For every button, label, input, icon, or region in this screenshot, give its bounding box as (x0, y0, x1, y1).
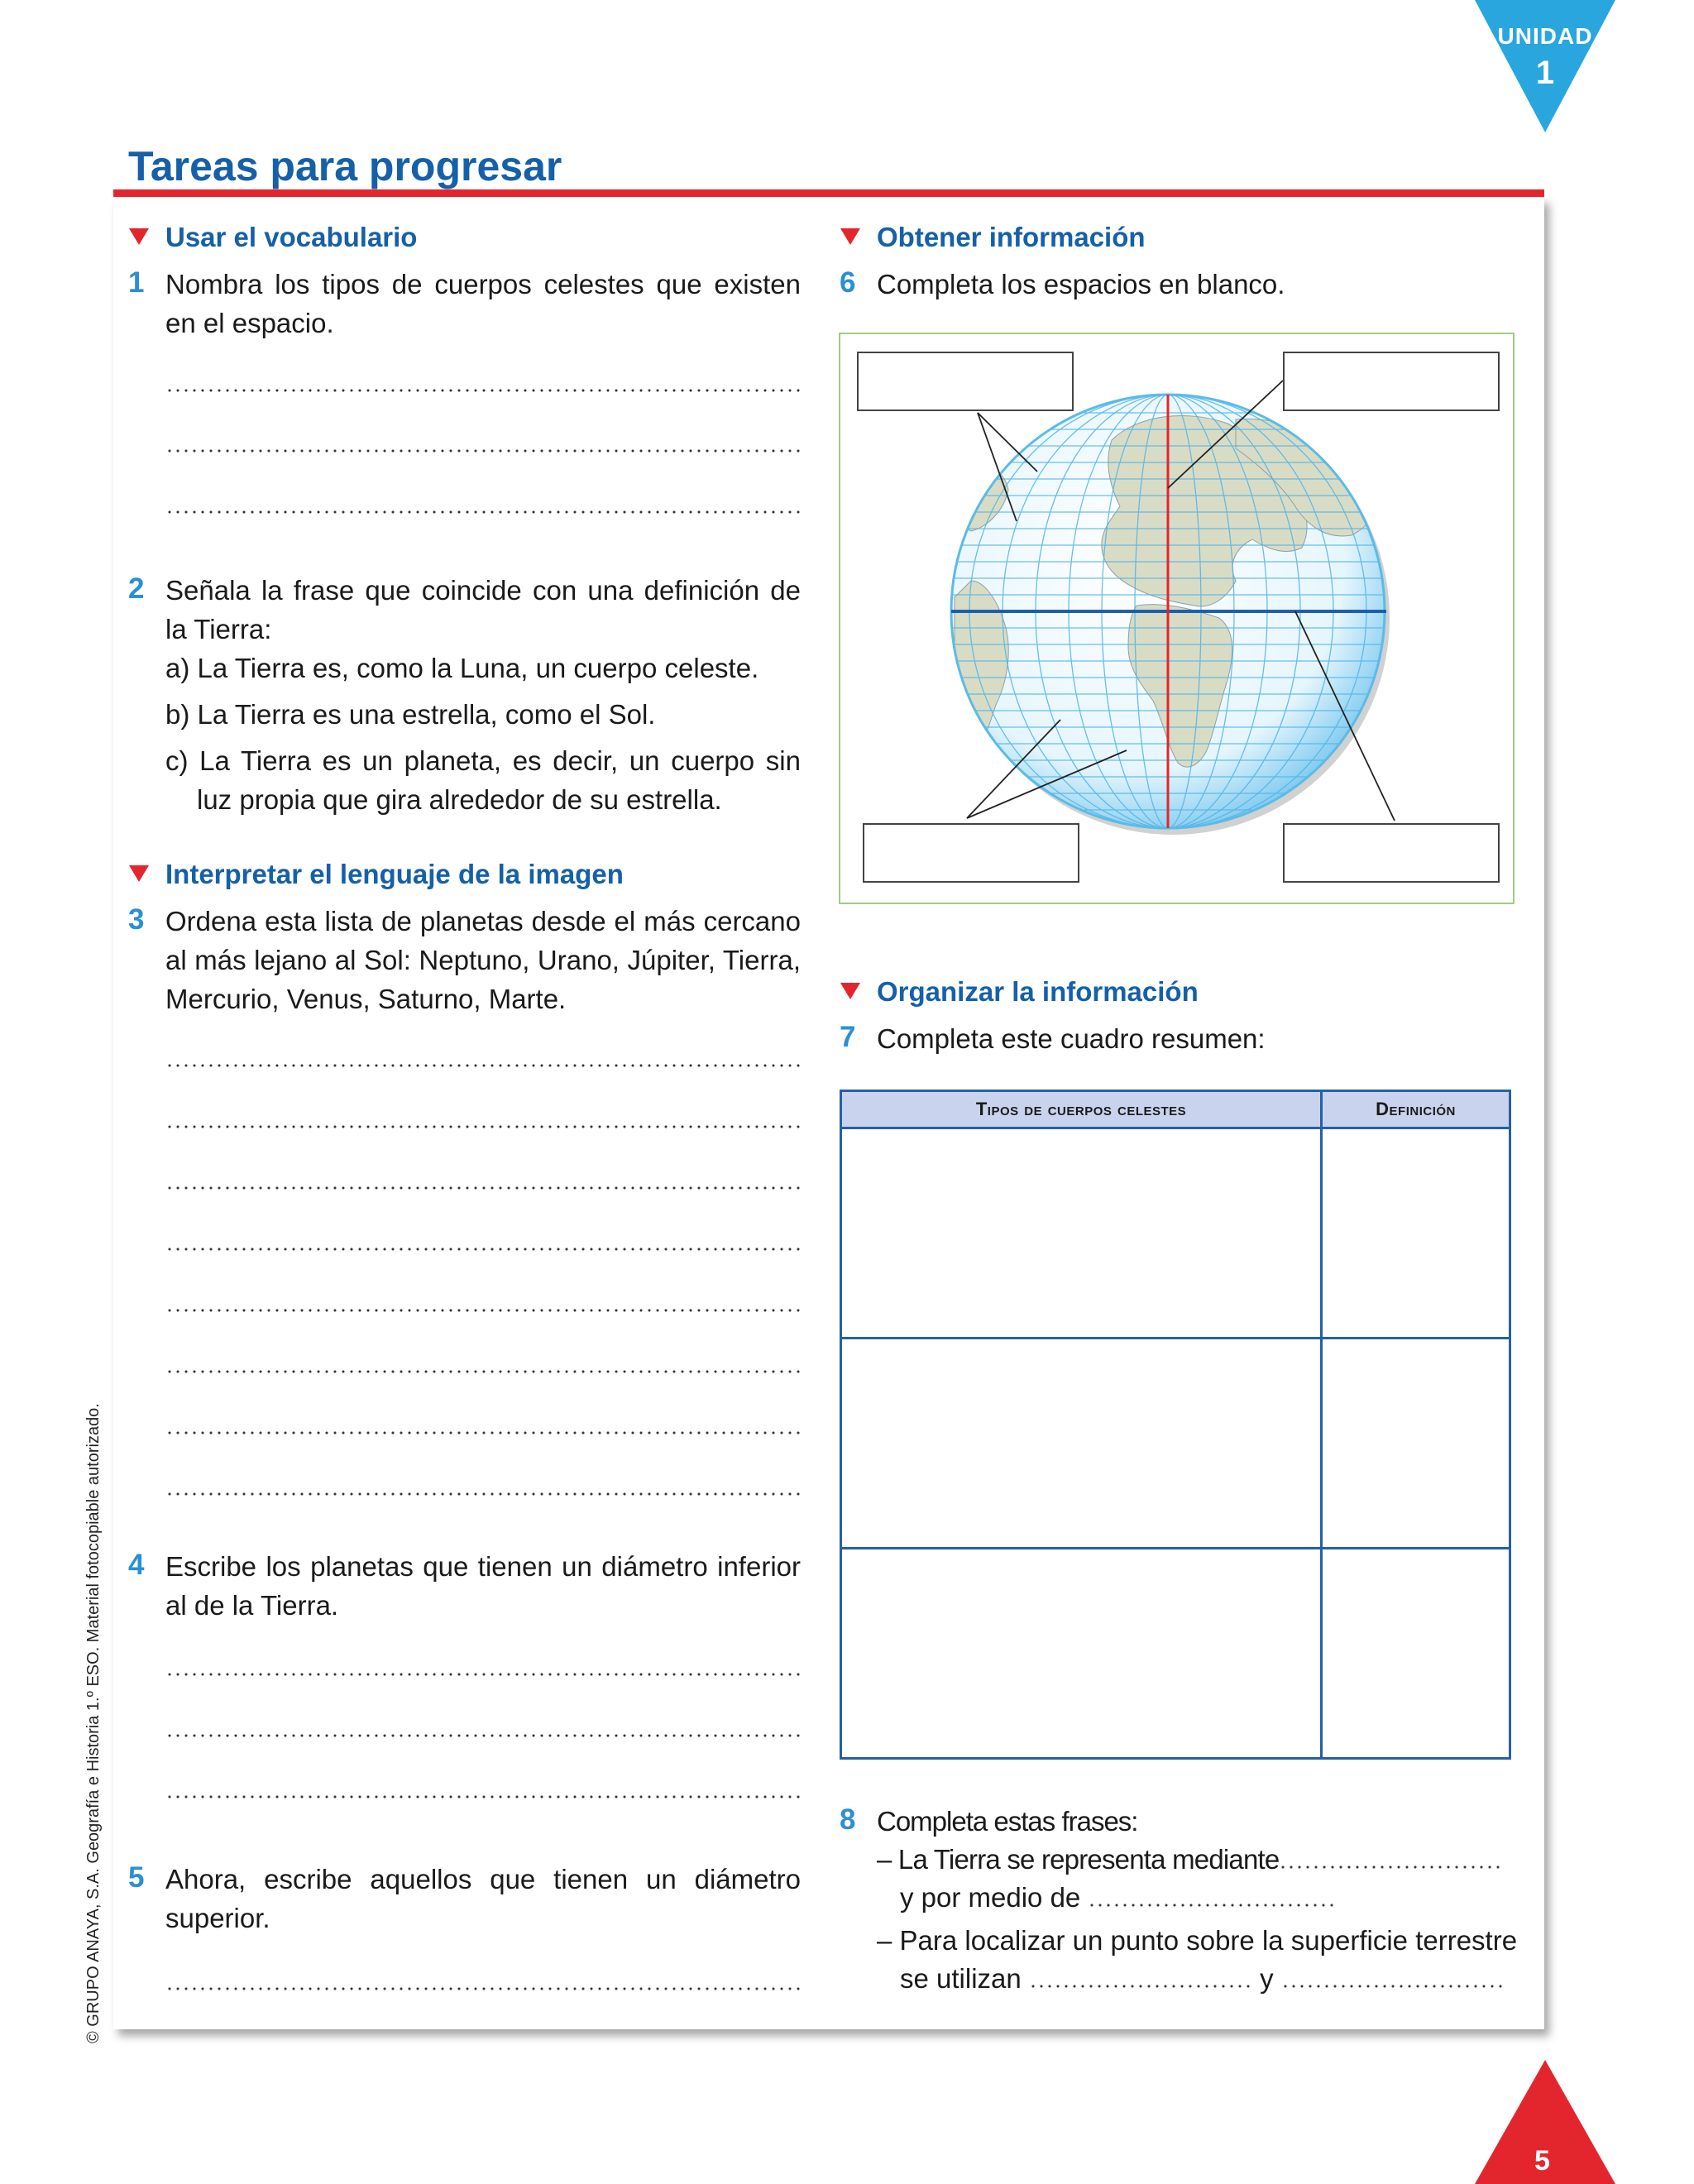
title-rule (113, 189, 1544, 197)
triangle-bullet-icon (129, 228, 149, 245)
unit-label: UNIDAD (1497, 23, 1593, 49)
table-cell[interactable] (841, 1339, 1322, 1549)
section-heading-image: Interpretar el lenguaje de la imagen (165, 859, 624, 890)
sentence-line: – La Tierra se representa mediante (877, 1840, 1502, 1879)
answer-line[interactable] (165, 389, 801, 392)
triangle-bullet-icon (129, 865, 149, 882)
page-title: Tareas para progresar (128, 143, 562, 189)
question-text: Completa este cuadro resumen: (877, 1023, 1266, 1054)
globe-label-box-top-left[interactable] (857, 352, 1074, 411)
answer-line[interactable] (165, 1309, 801, 1312)
question-text: Ahora, escribe aquellos que tienen un diámetro superior. (165, 1864, 801, 1933)
table-cell[interactable] (1322, 1339, 1510, 1549)
table-row (841, 1549, 1510, 1759)
table-row (841, 1128, 1510, 1339)
answer-option-a[interactable]: a) La Tierra es, como la Luna, un cuerpo celeste. (165, 653, 759, 683)
question-number: 8 (840, 1803, 856, 1836)
answer-option-c[interactable]: c) La Tierra es un planeta, es decir, un cuerpo sin luz propia que gira alrededor de su estrella. (165, 745, 801, 815)
answer-line[interactable] (165, 1248, 801, 1251)
section-heading-vocab: Usar el vocabulario (165, 222, 417, 253)
answer-line[interactable] (165, 1186, 801, 1190)
question-text: Escribe los planetas que tienen un diámetro inferior al de la Tierra. (165, 1551, 801, 1621)
question-number: 5 (128, 1861, 145, 1894)
sentence-line: – Para localizar un punto sobre la superficie terrestre (877, 1925, 1518, 1956)
blank-field[interactable] (1281, 1985, 1505, 1988)
answer-line[interactable] (165, 1673, 801, 1676)
page-number: 5 (1534, 2145, 1550, 2177)
table-header-definition: Definición (1322, 1091, 1510, 1128)
triangle-bullet-icon (840, 983, 860, 999)
question-text: Ordena esta lista de planetas desde el más cercano al más lejano al Sol: Neptuno, Urano, Júpiter, Tierra, Mercurio, Venus, Saturno, Marte. (165, 906, 801, 1014)
globe-label-box-top-right[interactable] (1283, 352, 1500, 411)
answer-line[interactable] (165, 1492, 801, 1496)
answer-line[interactable] (165, 1125, 801, 1128)
question-text: Completa estas frases: (877, 1806, 1138, 1837)
section-heading-info: Obtener información (877, 222, 1146, 253)
sentence-line: se utilizan y (900, 1959, 1505, 1998)
question-number: 1 (128, 266, 145, 299)
blank-field[interactable] (1088, 1904, 1336, 1907)
answer-line[interactable] (165, 1064, 801, 1067)
question-number: 6 (840, 266, 856, 299)
question-number: 7 (840, 1021, 856, 1053)
answer-line[interactable] (165, 1987, 801, 1990)
triangle-bullet-icon (840, 228, 860, 245)
table-header-types: Tipos de cuerpos celestes (841, 1091, 1322, 1128)
table-cell[interactable] (1322, 1128, 1510, 1339)
answer-line[interactable] (165, 1795, 801, 1798)
question-text: Completa los espacios en blanco. (877, 269, 1285, 299)
unit-number: 1 (1535, 55, 1555, 91)
sentence-line: y por medio de (900, 1878, 1336, 1917)
globe-label-box-bottom-left[interactable] (863, 823, 1079, 883)
globe-illustration (839, 333, 1511, 901)
answer-option-b[interactable]: b) La Tierra es una estrella, como el Sol. (165, 699, 656, 730)
answer-line[interactable] (165, 1370, 801, 1373)
blank-field[interactable] (1029, 1985, 1252, 1988)
copyright-credit: © GRUPO ANAYA, S.A. Geografía e Historia 1.º ESO. Material fotocopiable autorizado. (84, 1403, 103, 2043)
answer-line[interactable] (165, 1431, 801, 1434)
table-cell[interactable] (841, 1549, 1322, 1759)
answer-line[interactable] (165, 510, 801, 514)
section-heading-organize: Organizar la información (877, 976, 1199, 1008)
question-text: Nombra los tipos de cuerpos celestes que existen en el espacio. (165, 269, 801, 338)
question-number: 4 (128, 1549, 145, 1581)
answer-line[interactable] (165, 1734, 801, 1737)
table-cell[interactable] (1322, 1549, 1510, 1759)
table-cell[interactable] (841, 1128, 1322, 1339)
summary-table (840, 1090, 1511, 1760)
table-row (841, 1339, 1510, 1549)
blank-field[interactable] (1279, 1866, 1502, 1869)
question-text: Señala la frase que coincide con una definición de la Tierra: (165, 575, 801, 644)
answer-line[interactable] (165, 449, 801, 453)
globe-label-box-bottom-right[interactable] (1283, 823, 1500, 883)
question-number: 3 (128, 903, 145, 936)
question-number: 2 (128, 572, 145, 605)
